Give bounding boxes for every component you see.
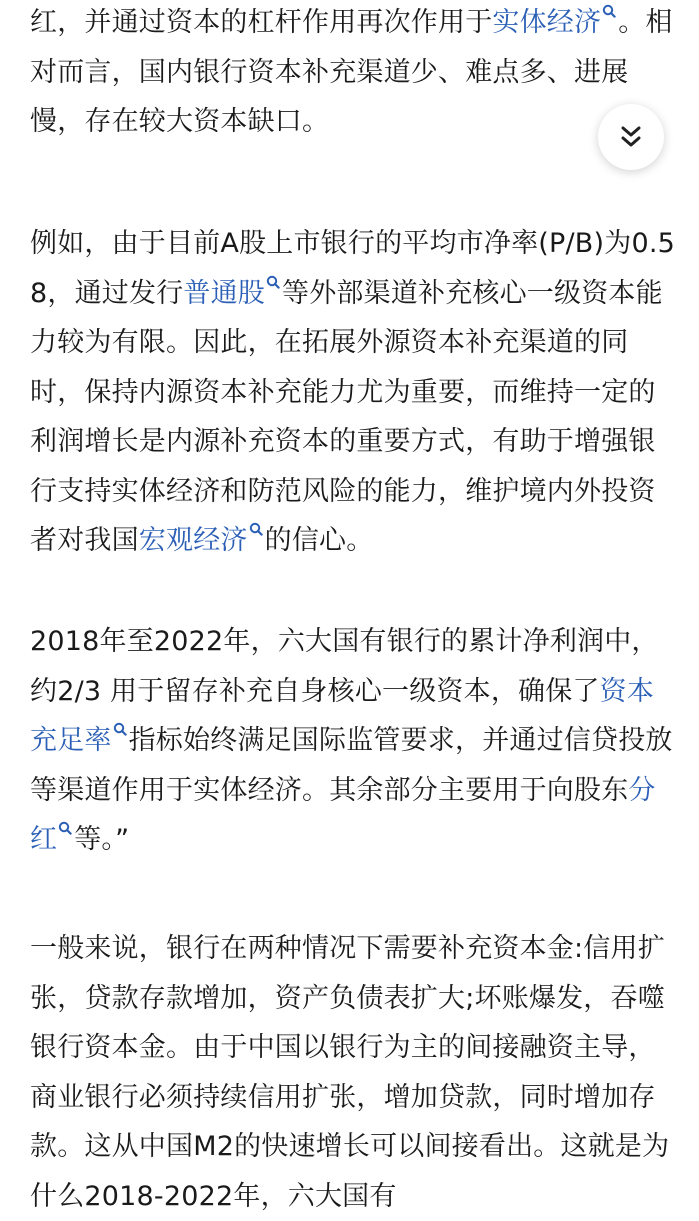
double-chevron-down-icon — [620, 125, 642, 149]
text-segment: 等外部渠道补充核心一级资本能力较为有限。因此，在拓展外源资本补充渠道的同时，保持内源资本补充能力尤为重要，而维持一定的利润增长是内源补充资本的重要方式，有助于增强银行支持实体经济和防范风险的能力，维护境内外投资者对我国 — [30, 277, 663, 556]
keyword-link-ziben-chongzulv[interactable]: 资本充足率 — [30, 675, 655, 756]
text-segment: 例如，由于目前A股上市银行的平均市净率(P/B)为0.58，通过发行 — [30, 228, 675, 309]
search-icon — [113, 722, 127, 736]
keyword-link-putonggu[interactable]: 普通股 — [183, 277, 265, 309]
scroll-down-button[interactable] — [598, 104, 664, 170]
keyword-link-fenhong[interactable]: 分红 — [30, 774, 656, 855]
text-segment: 等。” — [74, 824, 130, 855]
paragraph-2 — [30, 617, 675, 865]
search-icon — [58, 821, 72, 835]
keyword-link-hongguan-jingji[interactable]: 宏观经济 — [138, 525, 248, 556]
paragraph-1 — [30, 219, 675, 566]
search-icon — [266, 275, 280, 289]
text-segment: 红，并通过资本的杠杆作用再次作用于 — [30, 7, 493, 38]
keyword-link-shiti-jingji[interactable]: 实体经济 — [492, 7, 602, 38]
text-segment: 的信心。 — [264, 525, 374, 556]
text-segment: 一般来说，银行在两种情况下需要补充资本金:信用扩张，贷款存款增加，资产负债表扩大;坏账爆发，吞噬银行资本金。由于中国以银行为主的间接融资主导，商业银行必须持续信用扩张，增加贷款，同时增加存款。这从中国M2的快速增长可以间接看出。这就是为什么2018-2022年，六大国有 — [30, 933, 670, 1212]
text-segment: 。相对而言，国内银行资本补充渠道少、难点多、进展慢，存在较大资本缺口。 — [30, 7, 673, 137]
paragraph-0 — [30, 0, 675, 147]
paragraph-3 — [30, 924, 675, 1221]
text-segment: 指标始终满足国际监管要求，并通过信贷投放等渠道作用于实体经济。其余部分主要用于向股东 — [30, 725, 673, 806]
search-icon — [602, 4, 616, 18]
text-segment: 2018年至2022年，六大国有银行的累计净利润中，约2/3 用于留存补充自身核心一级资本，确保了 — [30, 626, 659, 707]
search-icon — [249, 522, 263, 536]
